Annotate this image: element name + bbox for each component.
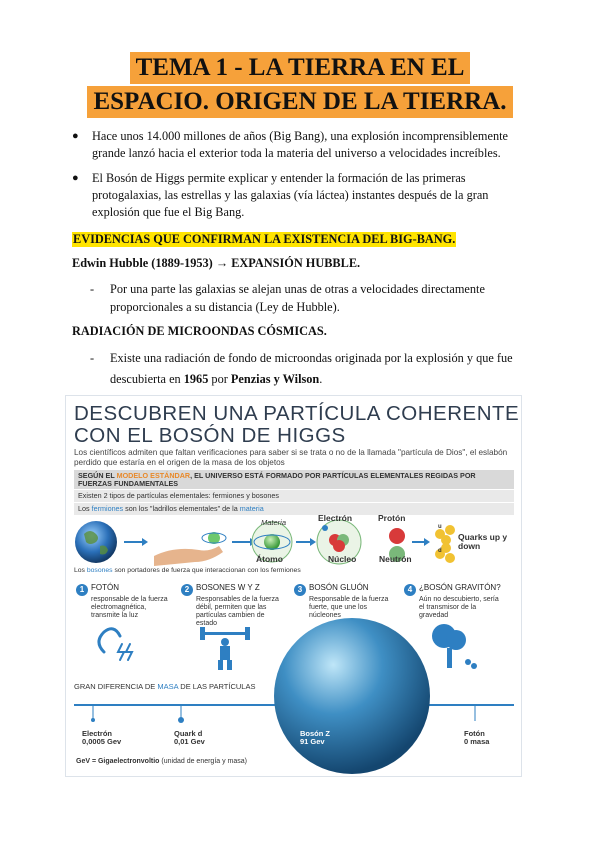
- force-desc: Aún no descubierto, sería el transmisor de la gravedad: [419, 596, 499, 619]
- mass-name: Quark d: [174, 729, 203, 738]
- band3-highlight-2: materia: [239, 504, 264, 513]
- bullet-icon: ●: [72, 172, 79, 184]
- infographic-heading-2: CON EL BOSÓN DE HIGGS: [74, 424, 346, 447]
- band1-text-b: , EL UNIVERSO ESTÁ FORMADO POR PARTÍCULAS ELEMENTALES REGIDAS POR FUERZAS FUNDAMENTALES: [78, 471, 476, 488]
- cmb-names: Penzias y Wilson: [230, 372, 320, 386]
- particle-types-band: Existen 2 tipos de partículas elementales: fermiones y bosones: [74, 490, 514, 502]
- bosons-note-a: Los: [74, 567, 87, 574]
- band1-text-a: SEGÚN EL: [78, 471, 117, 480]
- electron-label: Electrón: [318, 513, 353, 523]
- force-number-badge: 1: [76, 584, 88, 596]
- neutron-label: Neutrón: [379, 554, 412, 564]
- nucleo-label: Núcleo: [328, 554, 357, 564]
- force-name: ¿BOSÓN GRAVITÓN?: [419, 583, 501, 592]
- infographic-heading-1: DESCUBREN UNA PARTÍCULA COHERENTE: [74, 402, 520, 425]
- hubble-item: [90, 280, 550, 316]
- section-title-evidencias: EVIDENCIAS QUE CONFIRMAN LA EXISTENCIA DEL BIG-BANG.: [73, 232, 456, 246]
- band3-highlight-1: fermiones: [91, 504, 124, 513]
- bullet-icon: ●: [72, 130, 79, 142]
- force-number-badge: 3: [294, 584, 306, 596]
- band3-text-b: son los "ladrillos elementales" de la: [123, 504, 240, 513]
- mass-name: Electrón: [82, 729, 113, 738]
- cmb-text-1: Existe una radiación de fondo de microondas originada por la explosión y que fue descubierta en: [110, 351, 513, 386]
- mass-label-quark: [174, 730, 205, 746]
- bosons-note-highlight: bosones: [86, 567, 113, 574]
- cmb-item: [90, 348, 550, 390]
- band1-highlight: MODELO ESTÁNDAR: [116, 471, 191, 480]
- cmb-year: 1965: [183, 372, 209, 386]
- mass-value: 91 Gev: [300, 737, 325, 746]
- dash-icon: -: [90, 282, 95, 296]
- proton-label: Protón: [378, 513, 406, 523]
- bullet-text: El Bosón de Higgs permite explicar y entender la formación de las primeras protogalaxias, las estrellas y las galaxias (vía láctea) instantes después de la gran explosión que fue el Big Bang.: [92, 171, 489, 219]
- mass-name: Fotón: [464, 729, 485, 738]
- mass-title-a: GRAN DIFERENCIA DE: [74, 682, 158, 691]
- bullet-item: [70, 170, 530, 221]
- mass-label-boson-z: [300, 730, 330, 746]
- force-name: FOTÓN: [91, 583, 119, 592]
- force-desc: Responsable de la fuerza fuerte, que une los núcleones: [309, 596, 389, 619]
- mass-value: 0,01 Gev: [174, 737, 205, 746]
- cmb-title: RADIACIÓN DE MICROONDAS CÓSMICAS.: [72, 324, 327, 338]
- force-name: BOSÓN GLUÓN: [309, 583, 369, 592]
- mass-value: 0 masa: [464, 737, 490, 746]
- page-title: [0, 52, 600, 118]
- force-number-badge: 4: [404, 584, 416, 596]
- hubble-title: Edwin Hubble (1889-1953) → EXPANSIÓN HUBBLE.: [72, 256, 361, 270]
- force-desc: responsable de la fuerza electromagnética, transmite la luz: [91, 596, 168, 619]
- bullet-text: Hace unos 14.000 millones de años (Big Bang), una explosión incomprensiblemente grande lanzó hacia el exterior toda la materia del universo a velocidades increíbles.: [92, 129, 508, 160]
- mass-value: 0,0005 Gev: [82, 737, 122, 746]
- infographic-lead: Los científicos admiten que faltan verificaciones para saber si se trata o no de la llamada "partícula de Dios", el eslabón perdido que estaría en el origen de la masa de los objetos: [74, 448, 508, 467]
- quark-d-marker: [178, 706, 184, 723]
- electron-marker: [91, 706, 95, 722]
- force-name: BOSONES W Y Z: [196, 583, 260, 592]
- quarks-label: Quarks up y down: [458, 532, 508, 551]
- mass-name: Bosón Z: [300, 729, 330, 738]
- hubble-text: Por una parte las galaxias se alejan unas de otras a velocidades directamente proporcionales a su distancia (Ley de Hubble).: [110, 282, 485, 314]
- cmb-text-2: por: [208, 372, 231, 386]
- gev-note-a: GeV = Gigaelectronvoltio: [76, 758, 160, 765]
- boson-z-sphere: [274, 618, 430, 774]
- force-number-badge: 2: [181, 584, 193, 596]
- intro-bullet-list: [70, 128, 530, 229]
- cmb-text-3: .: [319, 372, 323, 386]
- mass-label-electron: [82, 730, 121, 746]
- gev-note-b: (unidad de energía y masa): [159, 758, 248, 765]
- dash-icon: -: [90, 351, 95, 365]
- mass-label-photon: [464, 730, 489, 746]
- band3-text-a: Los: [78, 504, 92, 513]
- bullet-item: [70, 128, 530, 162]
- mass-title-b: DE LAS PARTÍCULAS: [178, 682, 256, 691]
- quark-u-label: u: [438, 524, 442, 530]
- title-line-2: ESPACIO. ORIGEN DE LA TIERRA.: [87, 86, 512, 118]
- bosons-note-b: son portadores de fuerza que interaccionan con los fermiones: [112, 567, 301, 574]
- quark-d-label: d: [438, 548, 442, 554]
- mass-markers: [66, 396, 521, 776]
- gev-note: [76, 758, 247, 765]
- higgs-infographic: [65, 395, 522, 777]
- mass-title-highlight: MASA: [157, 682, 179, 691]
- atomo-label: Átomo: [256, 554, 283, 564]
- title-line-1: TEMA 1 - LA TIERRA EN EL: [130, 52, 471, 84]
- force-desc: Responsables de la fuerza débil, permiten que las partículas cambien de estado: [196, 596, 279, 627]
- materia-label: Materia: [261, 518, 287, 527]
